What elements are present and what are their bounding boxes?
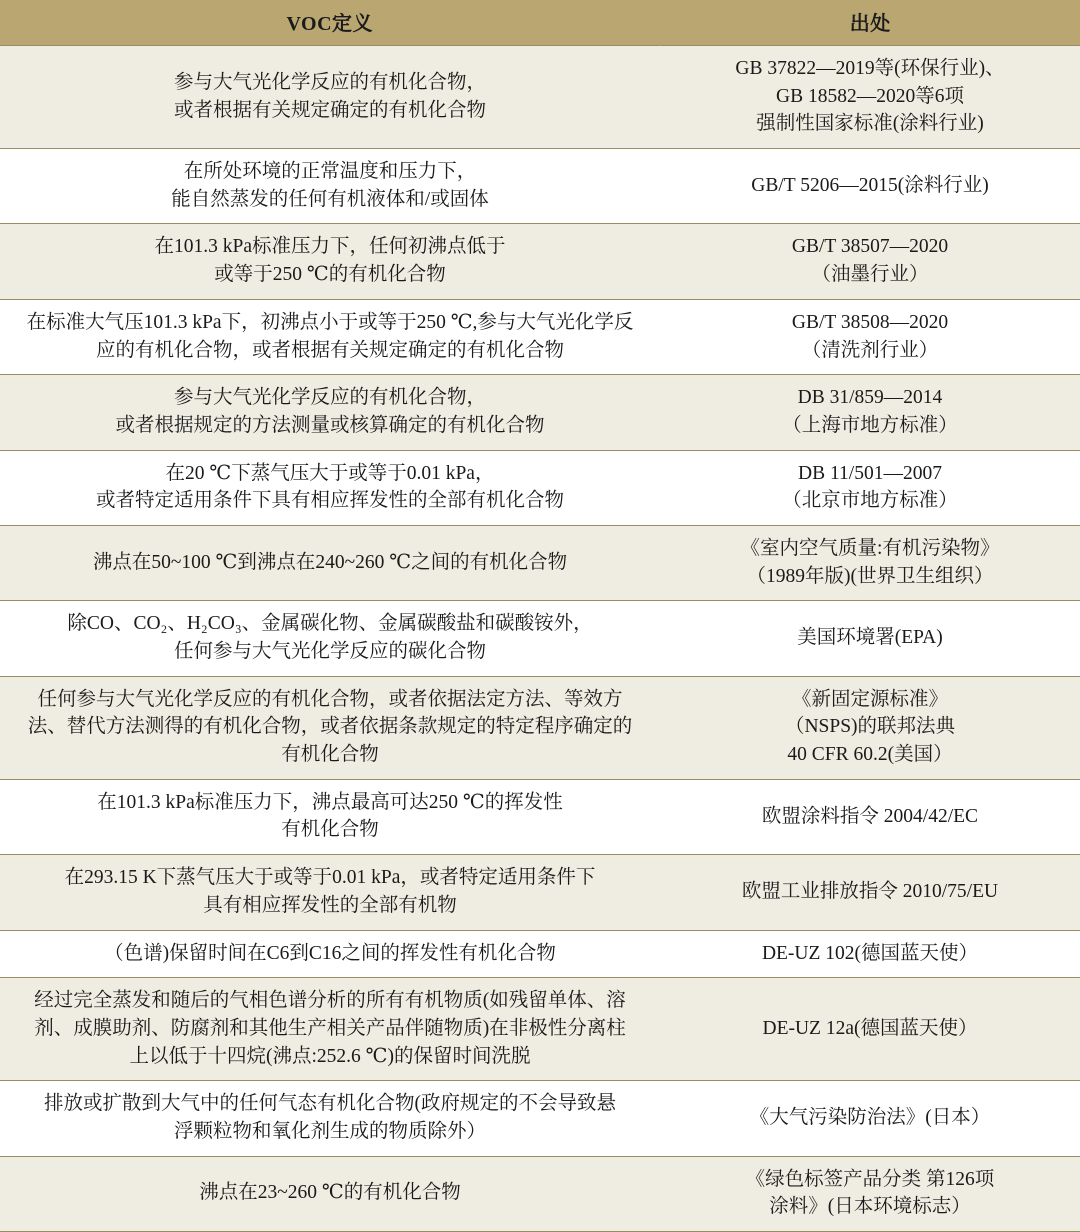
cell-line: （北京市地方标准） bbox=[782, 490, 958, 512]
table-row bbox=[0, 46, 1080, 149]
cell-definition bbox=[0, 978, 660, 1081]
cell-line: 《新固定源标准》 bbox=[791, 688, 948, 710]
table-header bbox=[0, 0, 1080, 46]
cell-line: DB 31/859—2014 bbox=[797, 387, 943, 409]
cell-line: 在20 ℃下蒸气压大于或等于0.01 kPa， bbox=[165, 462, 495, 484]
cell-line: DB 11/501—2007 bbox=[798, 462, 942, 484]
cell-line: 在101.3 kPa标准压力下，任何初沸点低于 bbox=[154, 236, 506, 258]
cell-line: 在所处环境的正常温度和压力下， bbox=[183, 161, 477, 183]
cell-line: 在101.3 kPa标准压力下，沸点最高可达250 ℃的挥发性 bbox=[97, 791, 563, 813]
cell-definition bbox=[0, 149, 660, 224]
cell-line: 在标准大气压101.3 kPa下，初沸点小于或等于250 ℃,参与大气光化学反 bbox=[26, 311, 634, 333]
cell-line: 涂料》(日本环境标志） bbox=[769, 1196, 971, 1218]
cell-line: 有机化合物 bbox=[281, 744, 379, 766]
cell-line: 或者根据规定的方法测量或核算确定的有机化合物 bbox=[115, 414, 545, 436]
cell-source bbox=[660, 224, 1080, 299]
table-row bbox=[0, 450, 1080, 525]
cell-source: 欧盟工业排放指令 2010/75/EU bbox=[660, 855, 1080, 930]
cell-line: 除CO、CO₂、H₂CO₃、金属碳化物、金属碳酸盐和碳酸铵外， bbox=[67, 613, 593, 635]
cell-definition bbox=[0, 375, 660, 450]
cell-source bbox=[660, 676, 1080, 779]
cell-line: 或者特定适用条件下具有相应挥发性的全部有机化合物 bbox=[95, 490, 564, 512]
cell-definition: 沸点在50~100 ℃到沸点在240~260 ℃之间的有机化合物 bbox=[0, 525, 660, 600]
cell-line: GB/T 38508—2020 bbox=[791, 311, 949, 333]
cell-line: 《室内空气质量:有机污染物》 bbox=[740, 537, 1000, 559]
cell-source: 欧盟涂料指令 2004/42/EC bbox=[660, 779, 1080, 854]
table-row bbox=[0, 855, 1080, 930]
table-row bbox=[0, 601, 1080, 676]
cell-line: 《绿色标签产品分类 第126项 bbox=[745, 1168, 995, 1190]
cell-definition bbox=[0, 676, 660, 779]
cell-line: 或等于250 ℃的有机化合物 bbox=[214, 264, 446, 286]
cell-source: 美国环境署(EPA) bbox=[660, 601, 1080, 676]
table-row bbox=[0, 224, 1080, 299]
cell-definition bbox=[0, 1081, 660, 1156]
cell-line: 上以低于十四烷(沸点:252.6 ℃)的保留时间洗脱 bbox=[129, 1045, 531, 1067]
cell-line: 参与大气光化学反应的有机化合物， bbox=[173, 71, 486, 93]
table-row bbox=[0, 1156, 1080, 1231]
cell-line: 强制性国家标准(涂料行业) bbox=[756, 113, 984, 135]
cell-line: GB 18582—2020等6项 bbox=[776, 85, 964, 107]
cell-definition bbox=[0, 855, 660, 930]
cell-line: 经过完全蒸发和随后的气相色谱分析的所有有机物质(如残留单体、溶 bbox=[34, 990, 626, 1012]
cell-line: 参与大气光化学反应的有机化合物， bbox=[173, 387, 486, 409]
cell-line: GB/T 38507—2020 bbox=[791, 236, 949, 258]
table-row bbox=[0, 1081, 1080, 1156]
cell-source bbox=[660, 299, 1080, 374]
cell-line: 在293.15 K下蒸气压大于或等于0.01 kPa，或者特定适用条件下 bbox=[64, 867, 596, 889]
cell-line: （NSPS)的联邦法典 bbox=[784, 716, 956, 738]
table-row bbox=[0, 779, 1080, 854]
cell-definition bbox=[0, 46, 660, 149]
cell-line: （上海市地方标准） bbox=[782, 414, 958, 436]
cell-source: DE-UZ 12a(德国蓝天使） bbox=[660, 978, 1080, 1081]
cell-line: 任何参与大气光化学反应的碳化合物 bbox=[173, 641, 486, 662]
table-row bbox=[0, 930, 1080, 978]
cell-line: 能自然蒸发的任何有机液体和/或固体 bbox=[171, 188, 489, 210]
cell-line: 40 CFR 60.2(美国） bbox=[787, 744, 953, 766]
cell-definition bbox=[0, 299, 660, 374]
table-row bbox=[0, 299, 1080, 374]
cell-definition: （色谱)保留时间在C6到C16之间的挥发性有机化合物 bbox=[0, 930, 660, 978]
cell-source bbox=[660, 450, 1080, 525]
cell-line: 法、替代方法测得的有机化合物，或者依据条款规定的特定程序确定的 bbox=[27, 716, 633, 738]
table-row bbox=[0, 525, 1080, 600]
cell-source bbox=[660, 375, 1080, 450]
table-header-row bbox=[0, 0, 1080, 46]
cell-line: 或者根据有关规定确定的有机化合物 bbox=[173, 99, 486, 121]
column-header-definition: VOC定义 bbox=[0, 0, 660, 46]
cell-line: 浮颗粒物和氧化剂生成的物质除外） bbox=[173, 1120, 486, 1142]
cell-line: 任何参与大气光化学反应的有机化合物，或者依据法定方法、等效方 bbox=[37, 688, 623, 710]
cell-line: GB 37822—2019等(环保行业)、 bbox=[735, 58, 1005, 79]
cell-definition: 沸点在23~260 ℃的有机化合物 bbox=[0, 1156, 660, 1231]
cell-definition bbox=[0, 224, 660, 299]
cell-source: 《大气污染防治法》(日本） bbox=[660, 1081, 1080, 1156]
cell-line: （油墨行业） bbox=[811, 264, 929, 286]
table-row bbox=[0, 375, 1080, 450]
cell-line: （1989年版)(世界卫生组织） bbox=[746, 565, 994, 587]
table-row bbox=[0, 978, 1080, 1081]
cell-source bbox=[660, 46, 1080, 149]
cell-definition bbox=[0, 779, 660, 854]
cell-line: 应的有机化合物，或者根据有关规定确定的有机化合物 bbox=[95, 339, 564, 361]
cell-source: GB/T 5206—2015(涂料行业) bbox=[660, 149, 1080, 224]
cell-line: 排放或扩散到大气中的任何气态有机化合物(政府规定的不会导致悬 bbox=[44, 1093, 616, 1115]
column-header-source: 出处 bbox=[660, 0, 1080, 46]
cell-source bbox=[660, 1156, 1080, 1231]
table-row bbox=[0, 149, 1080, 224]
cell-line: 剂、成膜助剂、防腐剂和其他生产相关产品伴随物质)在非极性分离柱 bbox=[34, 1017, 626, 1039]
cell-line: 有机化合物 bbox=[281, 819, 379, 841]
table-body bbox=[0, 46, 1080, 1232]
cell-line: （清洗剂行业） bbox=[801, 339, 939, 361]
table-row bbox=[0, 676, 1080, 779]
cell-line: 具有相应挥发性的全部有机物 bbox=[203, 894, 457, 916]
cell-source: DE-UZ 102(德国蓝天使） bbox=[660, 930, 1080, 978]
cell-definition bbox=[0, 601, 660, 676]
cell-definition bbox=[0, 450, 660, 525]
cell-source bbox=[660, 525, 1080, 600]
